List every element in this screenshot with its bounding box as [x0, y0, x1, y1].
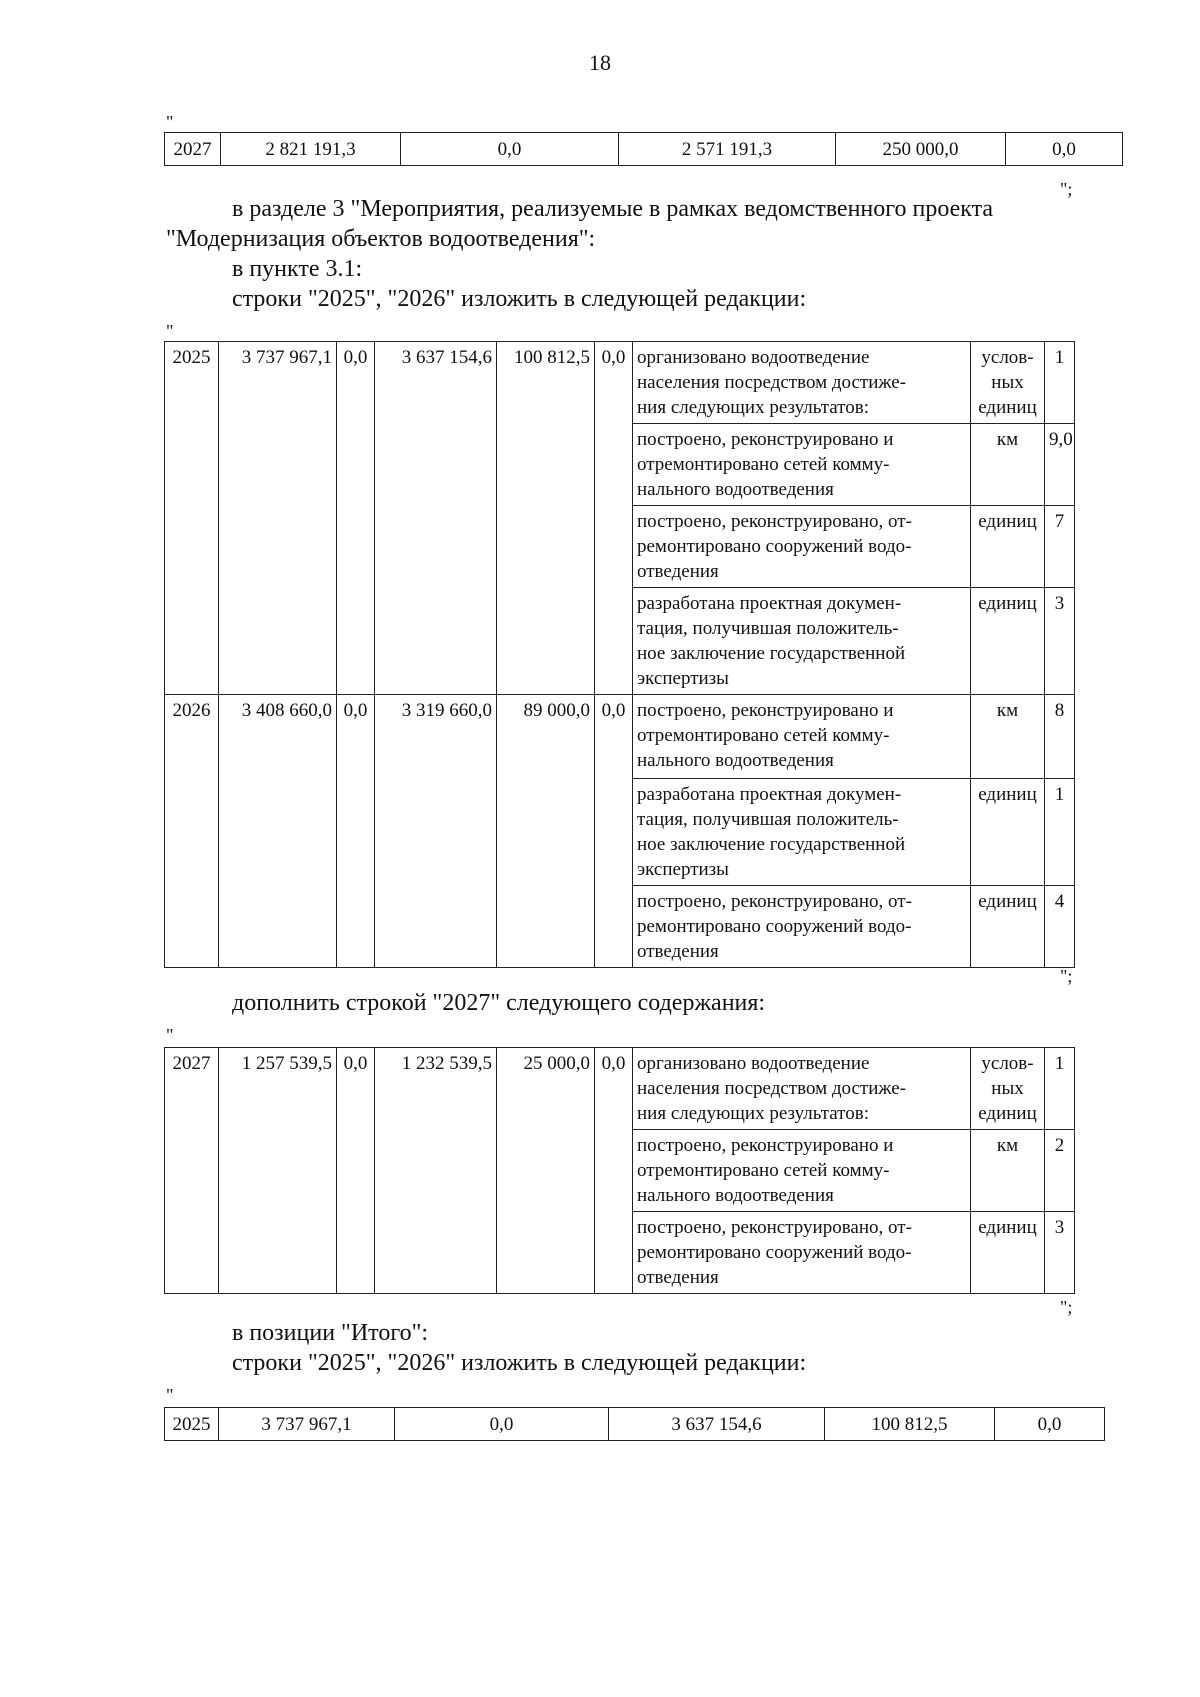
cell-year: 2027 — [165, 1048, 219, 1294]
table-row — [165, 695, 1075, 779]
result-unit: услов- ных единиц — [971, 1048, 1045, 1130]
cell-federal: 0,0 — [337, 1048, 375, 1294]
result-unit: единиц — [971, 1212, 1045, 1294]
table-row — [165, 133, 1123, 166]
cell-local: 100 812,5 — [497, 342, 595, 695]
cell-year: 2026 — [165, 695, 219, 968]
result-description: организовано водоотведение населения посредством достиже- ния следующих результатов: — [633, 1048, 971, 1130]
result-unit: км — [971, 424, 1045, 506]
result-value: 1 — [1045, 342, 1075, 424]
result-description: построено, реконструировано и отремонтировано сетей комму- нального водоотведения — [633, 1130, 971, 1212]
cell-total: 3 737 967,1 — [219, 1408, 395, 1441]
cell-total: 1 257 539,5 — [219, 1048, 337, 1294]
cell-local: 100 812,5 — [825, 1408, 995, 1441]
result-value: 1 — [1045, 779, 1075, 886]
paragraph-line: строки "2025", "2026" изложить в следующей редакции: — [232, 286, 807, 312]
cell-other: 0,0 — [995, 1408, 1105, 1441]
result-description: построено, реконструировано, от- ремонтировано сооружений водо- отведения — [633, 506, 971, 588]
page-number: 18 — [589, 50, 611, 75]
table-2027-total — [164, 132, 1123, 166]
result-unit: единиц — [971, 779, 1045, 886]
cell-year: 2025 — [165, 1408, 219, 1441]
cell-federal: 0,0 — [337, 342, 375, 695]
cell-regional: 1 232 539,5 — [375, 1048, 497, 1294]
paragraph-line: строки "2025", "2026" изложить в следующей редакции: — [232, 1350, 807, 1376]
cell-other: 0,0 — [595, 342, 633, 695]
result-unit: единиц — [971, 506, 1045, 588]
result-value: 8 — [1045, 695, 1075, 779]
result-unit: услов- ных единиц — [971, 342, 1045, 424]
cell-year: 2027 — [165, 133, 221, 166]
quote-close: "; — [1060, 966, 1073, 986]
cell-other: 0,0 — [595, 695, 633, 968]
result-unit: единиц — [971, 588, 1045, 695]
result-value: 3 — [1045, 588, 1075, 695]
paragraph-line: "Модернизация объектов водоотведения": — [166, 226, 596, 252]
cell-regional: 3 637 154,6 — [609, 1408, 825, 1441]
paragraph-line: в разделе 3 "Мероприятия, реализуемые в рамках ведомственного проекта — [232, 196, 994, 222]
table-section-3-1 — [164, 341, 1075, 968]
quote-close: "; — [1060, 179, 1073, 199]
result-description: организовано водоотведение населения посредством достиже- ния следующих результатов: — [633, 342, 971, 424]
table-row — [165, 1408, 1105, 1441]
result-value: 7 — [1045, 506, 1075, 588]
result-description: построено, реконструировано, от- ремонтировано сооружений водо- отведения — [633, 1212, 971, 1294]
result-description: разработана проектная докумен- тация, получившая положитель- ное заключение государственной экспертизы — [633, 588, 971, 695]
cell-other: 0,0 — [595, 1048, 633, 1294]
cell-local: 89 000,0 — [497, 695, 595, 968]
result-value: 4 — [1045, 886, 1075, 968]
result-unit: км — [971, 695, 1045, 779]
table-row — [165, 342, 1075, 424]
table-row — [165, 1048, 1075, 1130]
cell-federal: 0,0 — [401, 133, 619, 166]
paragraph-line: в позиции "Итого": — [232, 1320, 429, 1346]
cell-local: 250 000,0 — [836, 133, 1006, 166]
quote-close: "; — [1060, 1297, 1073, 1317]
cell-other: 0,0 — [1006, 133, 1123, 166]
cell-total: 2 821 191,3 — [221, 133, 401, 166]
result-description: построено, реконструировано и отремонтировано сетей комму- нального водоотведения — [633, 695, 971, 779]
cell-federal: 0,0 — [337, 695, 375, 968]
result-unit: единиц — [971, 886, 1045, 968]
table-2027 — [164, 1047, 1075, 1294]
cell-regional: 3 319 660,0 — [375, 695, 497, 968]
result-value: 3 — [1045, 1212, 1075, 1294]
cell-total: 3 737 967,1 — [219, 342, 337, 695]
cell-year: 2025 — [165, 342, 219, 695]
cell-local: 25 000,0 — [497, 1048, 595, 1294]
result-description: разработана проектная докумен- тация, получившая положитель- ное заключение государственной экспертизы — [633, 779, 971, 886]
result-unit: км — [971, 1130, 1045, 1212]
cell-federal: 0,0 — [395, 1408, 609, 1441]
result-value: 2 — [1045, 1130, 1075, 1212]
quote-open: " — [166, 1385, 174, 1405]
result-value: 1 — [1045, 1048, 1075, 1130]
result-value: 9,0 — [1045, 424, 1075, 506]
cell-total: 3 408 660,0 — [219, 695, 337, 968]
table-itogo-2025 — [164, 1407, 1105, 1441]
paragraph-line: в пункте 3.1: — [232, 256, 363, 282]
quote-open: " — [166, 1025, 174, 1045]
quote-open: " — [166, 112, 174, 132]
quote-open: " — [166, 321, 174, 341]
paragraph-line: дополнить строкой "2027" следующего содержания: — [232, 990, 766, 1016]
cell-regional: 2 571 191,3 — [619, 133, 836, 166]
cell-regional: 3 637 154,6 — [375, 342, 497, 695]
result-description: построено, реконструировано и отремонтировано сетей комму- нального водоотведения — [633, 424, 971, 506]
result-description: построено, реконструировано, от- ремонтировано сооружений водо- отведения — [633, 886, 971, 968]
